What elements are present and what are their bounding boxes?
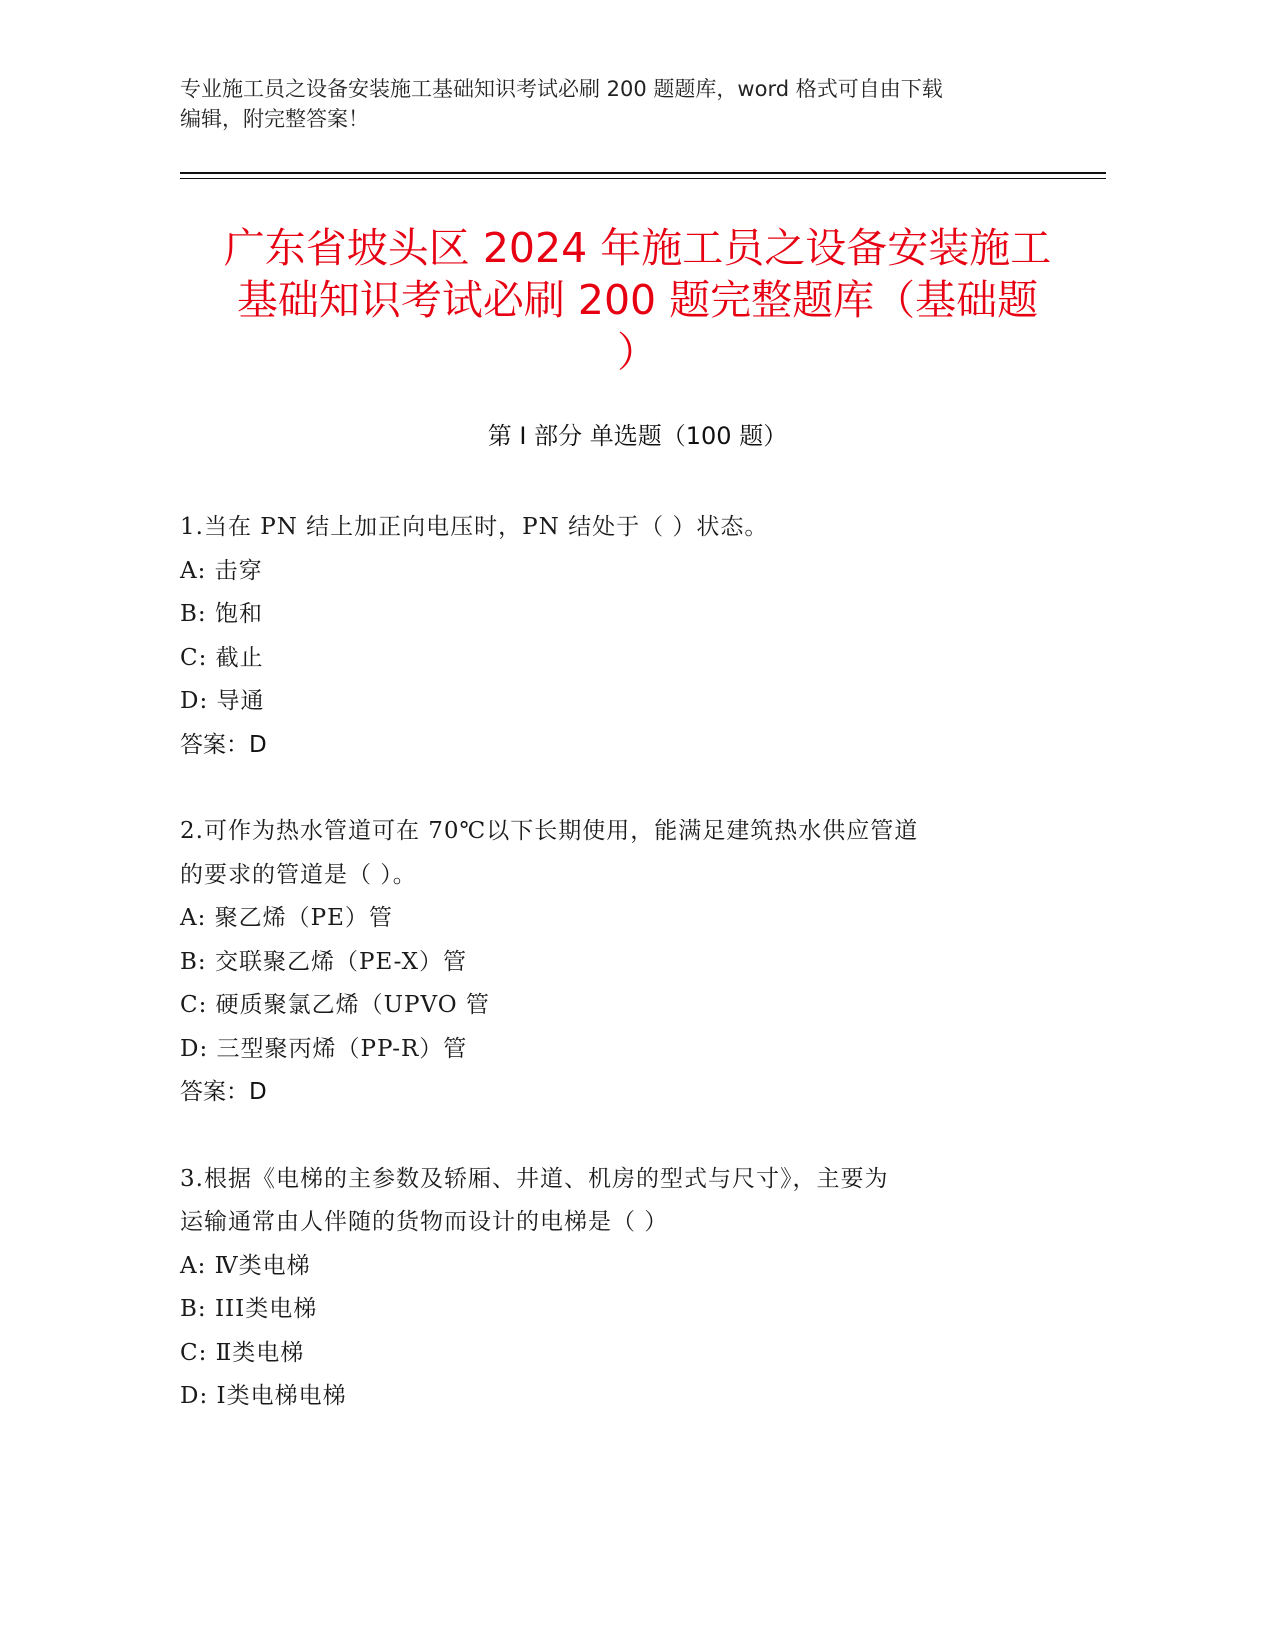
header-note	[180, 74, 1060, 134]
option-a: A: 聚乙烯（PE）管	[180, 905, 393, 931]
document-title	[160, 222, 1115, 378]
question-spacer	[180, 1115, 1040, 1158]
header-divider-thin	[180, 178, 1106, 179]
answer: 答案：D	[180, 1079, 267, 1105]
title-line2: 基础知识考试必刷 200 题完整题库（基础题	[236, 276, 1039, 324]
option-a: A: Ⅳ类电梯	[180, 1252, 311, 1279]
option-b: B: III类电梯	[180, 1296, 318, 1322]
header-note-line1: 专业施工员之设备安装施工基础知识考试必刷 200 题题库，word 格式可自由下载	[180, 77, 943, 101]
option-c: C: Ⅱ类电梯	[180, 1339, 305, 1366]
header-divider-thick	[180, 172, 1106, 174]
option-d: D: 三型聚丙烯（PP-R）管	[180, 1035, 468, 1062]
option-b: B: 饱和	[180, 601, 263, 627]
option-c: C: 硬质聚氯乙烯（UPVO 管	[180, 992, 490, 1018]
question-stem-continued: 的要求的管道是（ ）。	[180, 861, 417, 888]
question-1	[180, 506, 1040, 767]
option-d: D: Ⅰ类电梯电梯	[180, 1383, 347, 1409]
title-line3: ）	[617, 328, 658, 376]
question-stem-continued: 运输通常由人伴随的货物而设计的电梯是（ ）	[180, 1209, 669, 1235]
answer: 答案：D	[180, 731, 267, 758]
question-3	[180, 1158, 1040, 1419]
question-stem: 3.根据《电梯的主参数及轿厢、井道、机房的型式与尺寸》，主要为	[180, 1165, 889, 1192]
title-line1: 广东省坡头区 2024 年施工员之设备安装施工	[223, 224, 1052, 272]
question-spacer	[180, 767, 1040, 810]
header-note-line2: 编辑，附完整答案！	[180, 107, 369, 131]
option-b: B: 交联聚乙烯（PE-X）管	[180, 948, 467, 975]
section-heading: 第 I 部分 单选题（100 题）	[487, 422, 788, 450]
question-list	[180, 506, 1040, 1419]
question-2	[180, 810, 1040, 1115]
question-stem: 2.可作为热水管道可在 70℃以下长期使用，能满足建筑热水供应管道	[180, 818, 919, 844]
option-c: C: 截止	[180, 644, 264, 671]
question-stem: 1.当在 PN 结上加正向电压时，PN 结处于（ ）状态。	[180, 514, 769, 540]
option-a: A: 击穿	[180, 557, 263, 584]
option-d: D: 导通	[180, 688, 265, 714]
